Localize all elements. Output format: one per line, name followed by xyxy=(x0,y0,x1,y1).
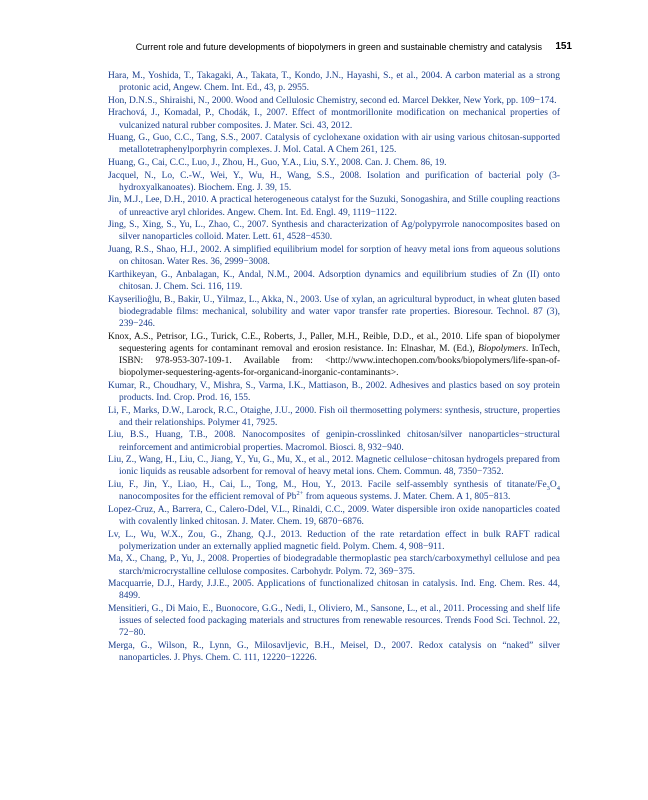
reference-item: Liu, Z., Wang, H., Liu, C., Jiang, Y., Yu, G., Mu, X., et al., 2012. Magnetic cellulose−chitosan hydrogels prepared from ionic liquids as reusable adsorbent for removal of heavy metal ions. Chem. Commun. 48, 7350−7352. xyxy=(108,455,560,478)
reference-item: Jing, S., Xing, S., Yu, L., Zhao, C., 2007. Synthesis and characterization of Ag/polypyrrole nanocomposites based on silver nanoparticles colloid. Mater. Lett. 61, 4528−4530. xyxy=(108,220,560,243)
reference-item xyxy=(108,331,560,380)
reference-text: . InTech, ISBN: 978-953-307-109-1. Available from: <http://www.intechopen.com/books/biopolymers/life-span-of-biopolymer-sequestering-agents-for-organicand-inorganic-contaminants>. xyxy=(119,343,560,379)
reference-item: Hrachová, J., Komadal, P., Chodák, I., 2007. Effect of montmorillonite modification on mechanical properties of vulcanized natural rubber composites. J. Mater. Sci. 43, 2012. xyxy=(108,108,560,131)
reference-text: O xyxy=(549,479,557,490)
page-number: 151 xyxy=(555,41,572,52)
reference-item: Huang, G., Cai, C.C., Luo, J., Zhou, H., Guo, Y.A., Liu, S.Y., 2008. Can. J. Chem. 86, 19. xyxy=(108,157,447,168)
reference-item: Kumar, R., Choudhary, V., Mishra, S., Varma, I.K., Mattiason, B., 2002. Adhesives and plastics based on soy protein products. Ind. Crop. Prod. 16, 155. xyxy=(108,380,560,403)
reference-item: Hon, D.N.S., Shiraishi, N., 2000. Wood and Cellulosic Chemistry, second ed. Marcel Dekker, New York, pp. 109−174. xyxy=(108,95,557,106)
subscript: 3 xyxy=(546,484,550,492)
reference-text: Knox, A.S., Petrisor, I.G., Turick, C.E., Roberts, J., Paller, M.H., Reible, D.D., et al., 2010. Life span of biopolymer sequestering agents for contaminant removal and erosion resistance. In: Elnashar, M. (Ed.), xyxy=(108,331,560,354)
reference-italic-title: Biopolymers xyxy=(478,343,526,354)
reference-item: Li, F., Marks, D.W., Larock, R.C., Otaighe, J.U., 2000. Fish oil thermosetting polymers: synthesis, structure, properties and their relationships. Polymer 41, 7925. xyxy=(108,405,560,428)
reference-text: nanocomposites for the efficient removal of Pb xyxy=(119,492,297,503)
reference-item xyxy=(108,479,560,503)
reference-item: Huang, G., Guo, C.C., Tang, S.S., 2007. Catalysis of cyclohexane oxidation with air using various chitosan-supported metallotetraphenylporphyrin complexes. J. Mol. Catal. A Chem 261, 125. xyxy=(108,133,560,156)
reference-list xyxy=(108,70,560,665)
reference-item: Kayserilioĝlu, B., Bakir, U., Yilmaz, L., Akka, N., 2003. Use of xylan, an agricultural byproduct, in wheat gluten based biodegradable films: mechanical, solubility and water vapor transfer rate properties. Bioresour. Technol. 87 (3), 239−246. xyxy=(108,294,560,329)
reference-item: Hara, M., Yoshida, T., Takagaki, A., Takata, T., Kondo, J.N., Hayashi, S., et al., 2004. A carbon material as a strong protonic acid, Angew. Chem. Int. Ed., 43, p. 2955. xyxy=(108,71,560,94)
reference-item: Jin, M.J., Lee, D.H., 2010. A practical heterogeneous catalyst for the Suzuki, Sonogashira, and Stille coupling reactions of unreactive aryl chlorides. Angew. Chem. Int. Ed. Engl. 49, 1119−1122. xyxy=(108,195,560,218)
running-title: Current role and future developments of biopolymers in green and sustainable chemistry and catalysis xyxy=(135,42,542,52)
reference-item: Juang, R.S., Shao, H.J., 2002. A simplified equilibrium model for sorption of heavy metal ions from aqueous solutions on chitosan. Water Res. 36, 2999−3008. xyxy=(108,244,560,268)
reference-text: from aqueous systems. J. Mater. Chem. A 1, 805−813. xyxy=(303,492,511,503)
reference-item: Mensitieri, G., Di Maio, E., Buonocore, G.G., Nedi, I., Oliviero, M., Sansone, L., et al., 2011. Processing and shelf life issues of selected food packaging materials and structures from renewable resources. Trends Food Sci. Technol. 22, 72−80. xyxy=(108,603,560,639)
reference-item: Macquarrie, D.J., Hardy, J.J.E., 2005. Applications of functionalized chitosan in catalysis. Ind. Eng. Chem. Res. 44, 8499. xyxy=(108,579,560,602)
superscript: 2+ xyxy=(296,490,304,498)
subscript: 4 xyxy=(556,484,560,492)
reference-item: Jacquel, N., Lo, C.-W., Wei, Y., Wu, H., Wang, S.S., 2008. Isolation and purification of bacterial poly (3-hydroxyalkanoates). Biochem. Eng. J. 39, 15. xyxy=(108,170,560,193)
reference-item: Merga, G., Wilson, R., Lynn, G., Milosavljevic, B.H., Meisel, D., 2007. Redox catalysis on “naked” silver nanoparticles. J. Phys. Chem. C. 111, 12220−12226. xyxy=(108,640,560,664)
reference-text: Liu, F., Jin, Y., Liao, H., Cai, L., Tong, M., Hou, Y., 2013. Facile self-assembly synthesis of titanate/Fe xyxy=(108,479,547,490)
running-header xyxy=(110,41,572,55)
reference-item: Lopez-Cruz, A., Barrera, C., Calero-Ddel, V.L., Rinaldi, C.C., 2009. Water dispersible iron oxide nanoparticles coated with covalently linked chitosan. J. Mater. Chem. 19, 6870−6876. xyxy=(108,504,560,527)
reference-item: Ma, X., Chang, P., Yu, J., 2008. Properties of biodegradable thermoplastic pea starch/carboxymethyl cellulose and pea starch/microcrystalline cellulose composites. Carbohydr. Polym. 72, 369−375. xyxy=(108,554,560,577)
reference-item: Lv, L., Wu, W.X., Zou, G., Zhang, Q.J., 2013. Reduction of the rate retardation effect in bulk RAFT radical polymerization under an externally applied magnetic field. Polym. Chem. 4, 908−911. xyxy=(108,529,560,552)
reference-item: Karthikeyan, G., Anbalagan, K., Andal, N.M., 2004. Adsorption dynamics and equilibrium studies of Zn (II) onto chitosan. J. Chem. Sci. 116, 119. xyxy=(108,269,560,292)
reference-item: Liu, B.S., Huang, T.B., 2008. Nanocomposites of genipin-crosslinked chitosan/silver nanoparticles−structural reinforcement and antimicrobial properties. Macromol. Biosci. 8, 932−940. xyxy=(108,430,560,453)
